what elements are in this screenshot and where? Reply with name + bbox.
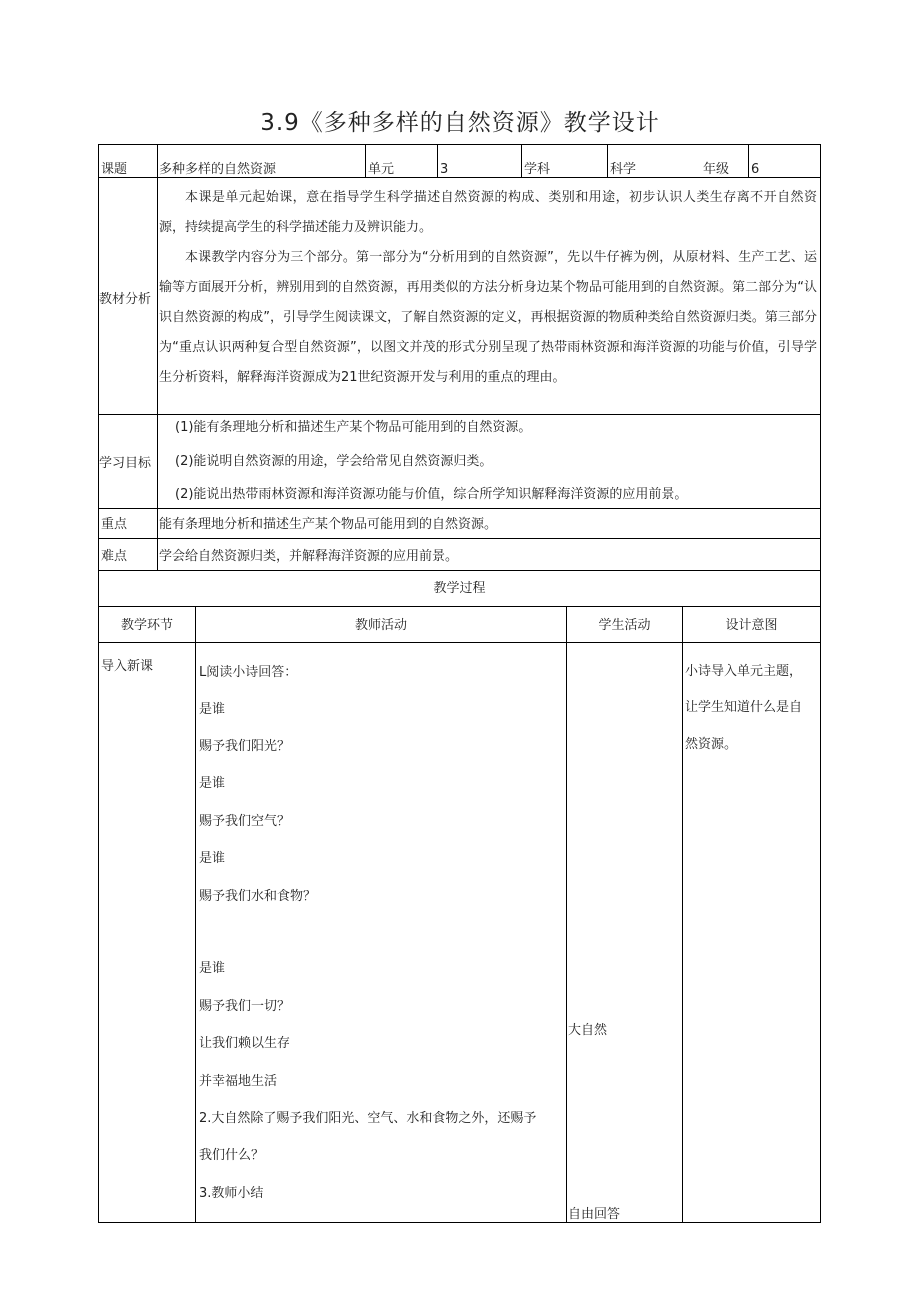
student-answer: 大自然 — [568, 1023, 608, 1038]
subject-label: 学科 — [524, 162, 551, 177]
teacher-line: 是谁 — [199, 851, 226, 866]
column-header-stage: 教学环节 — [120, 618, 173, 633]
column-header-intent: 设计意图 — [725, 618, 778, 633]
key-point-label: 重点 — [101, 517, 128, 532]
grade-value: 6 — [751, 162, 760, 177]
teacher-line: 并幸福地生活 — [199, 1074, 278, 1089]
teacher-line: 赐予我们阳光？ — [199, 739, 291, 754]
learning-goal-3: (2)能说出热带雨林资源和海洋资源功能与价值，综合所学知识解释海洋资源的应用前景。 — [175, 487, 688, 502]
teacher-line: 赐予我们一切？ — [199, 999, 291, 1014]
process-heading: 教学过程 — [433, 581, 486, 596]
teacher-line: 是谁 — [199, 702, 226, 717]
design-intent-line: 小诗导入单元主题， — [685, 664, 803, 679]
teacher-line: 是谁 — [199, 776, 226, 791]
column-header-teacher: 教师活动 — [354, 618, 407, 633]
key-point-value: 能有条理地分析和描述生产某个物品可能用到的自然资源。 — [159, 517, 498, 532]
difficult-point-label: 难点 — [101, 549, 128, 564]
unit-label: 单元 — [368, 162, 395, 177]
student-answer: 自由回答 — [568, 1207, 621, 1222]
learning-goal-1: (1)能有条理地分析和描述生产某个物品可能用到的自然资源。 — [175, 420, 532, 435]
teacher-line: 赐予我们空气？ — [199, 814, 291, 829]
topic-label: 课题 — [101, 162, 128, 177]
column-header-student: 学生活动 — [598, 618, 651, 633]
teacher-line: 赐予我们水和食物？ — [199, 889, 317, 904]
material-analysis-label: 教材分析 — [99, 292, 152, 307]
unit-value: 3 — [440, 162, 449, 177]
stage-label: 导入新课 — [101, 659, 154, 674]
teacher-line: 我们什么？ — [199, 1148, 265, 1163]
material-analysis-paragraph-1: 本课是单元起始课，意在指导学生科学描述自然资源的构成、类别和用途，初步认识人类生存离不开自然资源，持续提高学生的科学描述能力及辨识能力。 — [159, 190, 817, 235]
design-intent-line: 让学生知道什么是自 — [685, 700, 803, 715]
difficult-point-value: 学会给自然资源归类，并解释海洋资源的应用前景。 — [159, 549, 459, 564]
material-analysis-paragraph-2: 本课教学内容分为三个部分。第一部分为“分析用到的自然资源”，先以牛仔裤为例，从原材料、生产工艺、运输等方面展开分析，辨别用到的自然资源，再用类似的方法分析身边某个物品可能用到的自然资源。第二部分为“认识自然资源的构成”，引导学生阅读课文，了解自然资源的定义，再根据资源的物质种类给自然资源归类。第三部分为“重点认识两种复合型自然资源”，以图文并茂的形式分别呈现了热带雨林资源和海洋资源的功能与价值，引导学生分析资料，解释海洋资源成为21世纪资源开发与利用的重点的理由。 — [159, 250, 817, 385]
subject-value: 科学 — [610, 162, 637, 177]
teacher-line: 是谁 — [199, 961, 226, 976]
teacher-line: 让我们赖以生存 — [199, 1036, 291, 1051]
topic-value: 多种多样的自然资源 — [159, 162, 277, 177]
teacher-line: 3.教师小结 — [199, 1186, 264, 1201]
design-intent-line: 然资源。 — [685, 737, 738, 752]
teacher-line: 2.大自然除了赐予我们阳光、空气、水和食物之外，还赐予 — [199, 1111, 537, 1126]
learning-goal-2: (2)能说明自然资源的用途，学会给常见自然资源归类。 — [175, 454, 493, 469]
document-title: 3.9《多种多样的自然资源》教学设计 — [260, 110, 660, 136]
teacher-line: L阅读小诗回答： — [199, 665, 298, 680]
learning-goals-label: 学习目标 — [99, 456, 152, 471]
grade-label: 年级 — [703, 162, 730, 177]
